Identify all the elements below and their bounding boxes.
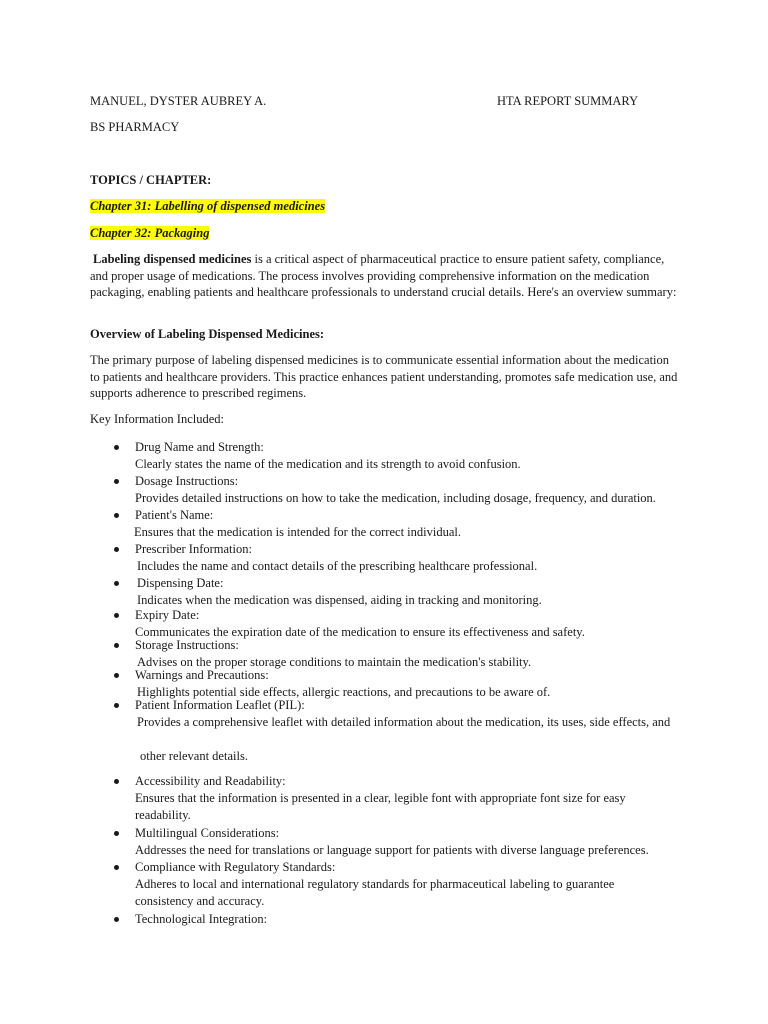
bullet-icon [114, 673, 119, 678]
list-item-title: Expiry Date: [135, 608, 200, 622]
intro-paragraph [90, 251, 680, 301]
list-item [90, 439, 690, 473]
bullet-icon [114, 479, 119, 484]
list-item [90, 825, 690, 859]
list-item-title: Drug Name and Strength: [135, 440, 264, 454]
list-item-title: Accessibility and Readability: [135, 774, 286, 788]
list-item [90, 473, 690, 507]
bullet-icon [114, 703, 119, 708]
list-item-desc: Adheres to local and international regulatory standards for pharmaceutical labeling to guarantee consistency and accuracy. [135, 876, 615, 908]
list-item-title: Dosage Instructions: [135, 474, 239, 488]
overview-heading: Overview of Labeling Dispensed Medicines: [90, 327, 325, 341]
key-info-list [90, 439, 690, 931]
list-item-desc: Clearly states the name of the medication and its strength to avoid confusion. [135, 456, 521, 471]
topics-heading: TOPICS / CHAPTER: [90, 173, 212, 187]
chapter-31-line [90, 198, 325, 215]
bullet-icon [114, 513, 119, 518]
list-item-title: Warnings and Precautions: [135, 668, 269, 682]
list-item [90, 859, 690, 911]
list-item [90, 773, 690, 825]
list-item-desc-continued: other relevant details. [140, 749, 248, 763]
list-item-desc: Highlights potential side effects, allergic reactions, and precautions to be aware of. [137, 684, 551, 699]
bullet-icon [114, 643, 119, 648]
intro-text: is a critical aspect of pharmaceutical practice to ensure patient safety, compliance, and proper usage of medications. The process involves providing comprehensive information on the medication packaging, enabling patients and healthcare professionals to understand crucial details. Here's an overview summary: [90, 252, 677, 299]
bullet-icon [114, 779, 119, 784]
list-item-title: Patient Information Leaflet (PIL): [135, 698, 305, 712]
bullet-icon [114, 547, 119, 552]
list-item-desc: Provides a comprehensive leaflet with detailed information about the medication, its uses, side effects, and [137, 714, 671, 729]
overview-paragraph: The primary purpose of labeling dispensed medicines is to communicate essential information about the medication to patients and healthcare providers. This practice enhances patient understanding, promotes safe medication use, and supports adherence to prescribed regimens. [90, 353, 678, 400]
list-item-desc: Ensures that the medication is intended for the correct individual. [134, 524, 461, 539]
chapter-32-highlight: Chapter 32: Packaging [90, 226, 210, 240]
bullet-icon [114, 917, 119, 922]
list-item-desc: Ensures that the information is presented in a clear, legible font with appropriate font size for easy readability. [135, 790, 626, 822]
report-title: HTA REPORT SUMMARY [497, 94, 639, 108]
chapter-31-highlight: Chapter 31: Labelling of dispensed medicines [90, 199, 326, 213]
bullet-icon [114, 831, 119, 836]
list-item-desc: Advises on the proper storage conditions to maintain the medication's stability. [137, 654, 532, 669]
bullet-icon [114, 865, 119, 870]
bullet-icon [114, 613, 119, 618]
list-item-title: Prescriber Information: [135, 542, 252, 556]
list-item-title: Multilingual Considerations: [135, 826, 280, 840]
list-item-desc: Communicates the expiration date of the medication to ensure its effectiveness and safety. [135, 624, 585, 639]
list-item-title: Compliance with Regulatory Standards: [135, 860, 336, 874]
chapter-32-line [90, 225, 209, 242]
list-item [90, 697, 690, 773]
list-item [90, 911, 690, 931]
list-item-title: Technological Integration: [135, 912, 268, 926]
list-item-title: Dispensing Date: [137, 576, 224, 590]
author-name: MANUEL, DYSTER AUBREY A. [90, 94, 267, 108]
list-item-desc: Addresses the need for translations or language support for patients with diverse language preferences. [135, 842, 649, 857]
list-item-desc: Provides detailed instructions on how to take the medication, including dosage, frequency, and duration. [135, 490, 656, 505]
list-item [90, 507, 690, 541]
list-item-desc: Includes the name and contact details of the prescribing healthcare professional. [137, 558, 538, 573]
list-item [90, 667, 690, 697]
intro-lead: Labeling dispensed medicines [93, 252, 252, 266]
list-item-title: Patient's Name: [135, 508, 214, 522]
list-item-desc: Indicates when the medication was dispensed, aiding in tracking and monitoring. [137, 592, 542, 607]
bullet-icon [114, 445, 119, 450]
key-info-heading: Key Information Included: [90, 412, 224, 426]
list-item-title: Storage Instructions: [135, 638, 239, 652]
list-item [90, 541, 690, 575]
list-item [90, 607, 690, 637]
program-name: BS PHARMACY [90, 120, 180, 134]
list-item [90, 575, 690, 607]
bullet-icon [114, 581, 119, 586]
list-item [90, 637, 690, 667]
